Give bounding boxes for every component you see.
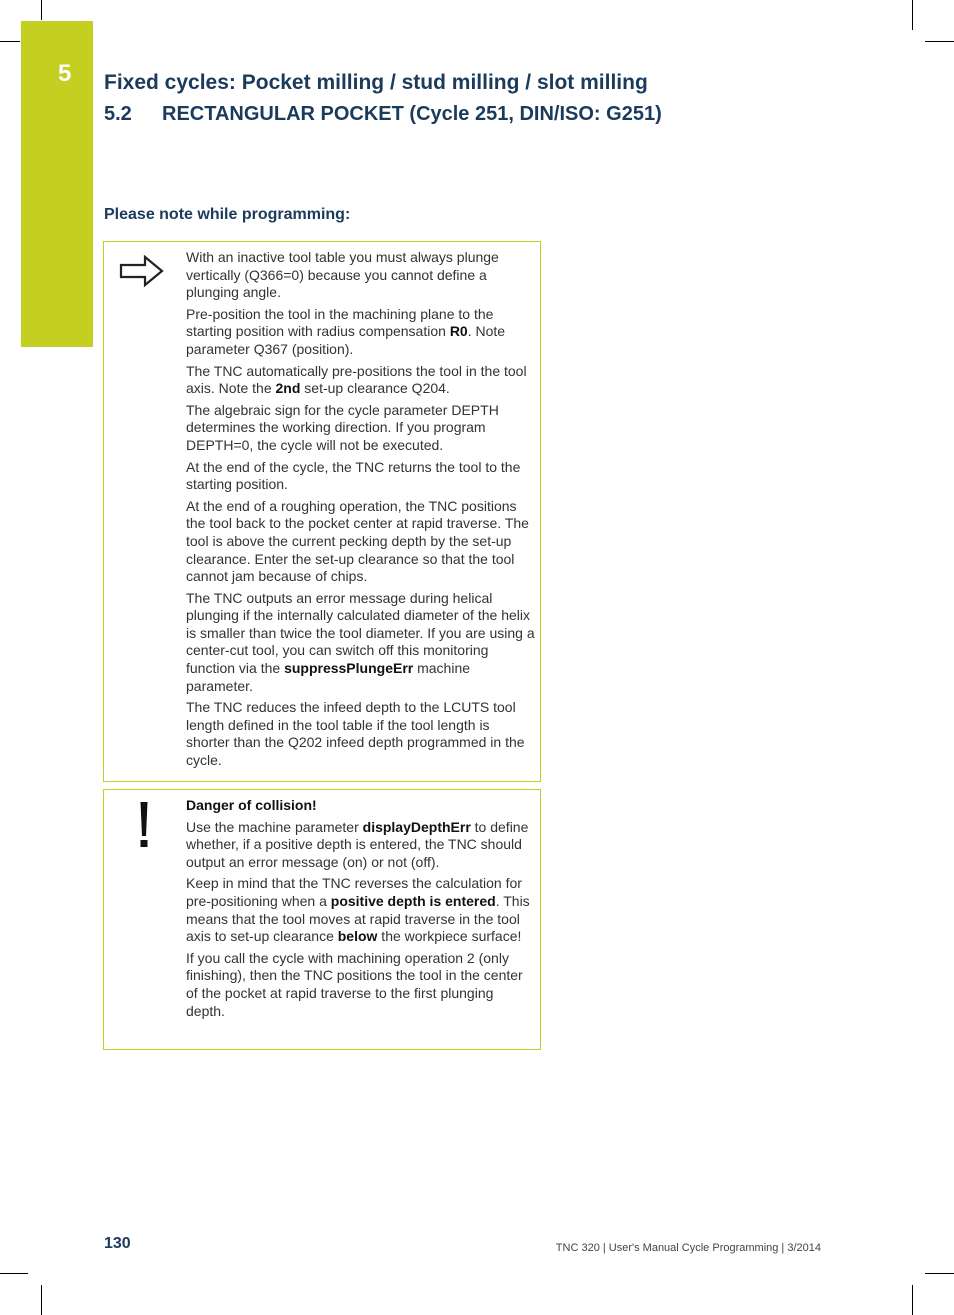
note-paragraph: With an inactive tool table you must always plunge vertically (Q366=0) because you cannot define a plunging angle. bbox=[186, 249, 499, 301]
note-heading: Please note while programming: bbox=[104, 206, 351, 223]
chapter-title: Fixed cycles: Pocket milling / stud milling / slot milling bbox=[104, 71, 648, 94]
note-paragraph: The TNC automatically pre-positions the tool in the tool axis. Note the 2nd set-up clearance Q204. bbox=[186, 362, 527, 397]
crop-mark bbox=[925, 41, 954, 42]
warning-content bbox=[186, 797, 536, 1024]
footer-text: TNC 320 | User's Manual Cycle Programming | 3/2014 bbox=[555, 1242, 821, 1254]
warning-paragraph: If you call the cycle with machining operation 2 (only finishing), then the TNC positions the tool in the center of the pocket at rapid traverse to the first plunging depth. bbox=[186, 949, 523, 1019]
warning-paragraph: Use the machine parameter displayDepthErr to define whether, if a positive depth is entered, the TNC should output an error message (on) or not (off). bbox=[186, 818, 529, 870]
crop-mark bbox=[912, 1285, 913, 1315]
page-number: 130 bbox=[104, 1235, 131, 1252]
warning-heading: Danger of collision! bbox=[186, 797, 317, 813]
note-paragraph: The TNC reduces the infeed depth to the LCUTS tool length defined in the tool table if the tool length is shorter than the Q202 infeed depth programmed in the cycle. bbox=[186, 699, 525, 769]
notes-content bbox=[186, 249, 536, 774]
crop-mark bbox=[0, 1273, 28, 1274]
section-title bbox=[104, 103, 662, 126]
note-paragraph: At the end of the cycle, the TNC returns the tool to the starting position. bbox=[186, 458, 521, 493]
arrow-right-icon bbox=[119, 254, 165, 288]
note-paragraph: The TNC outputs an error message during helical plunging if the internally calculated diameter of the helix is smaller than twice the tool diameter. If you are using a center-cut tool, you can switch off this monitoring function via the suppressPlungeErr machine parameter. bbox=[186, 589, 535, 694]
crop-mark bbox=[912, 0, 913, 30]
section-title-text: RECTANGULAR POCKET (Cycle 251, DIN/ISO: G251) bbox=[162, 103, 662, 125]
note-paragraph: Pre-position the tool in the machining plane to the starting position with radius compensation R0. Note parameter Q367 (position). bbox=[186, 305, 506, 357]
warning-paragraph: Keep in mind that the TNC reverses the calculation for pre-positioning when a positive depth is entered. This means that the tool moves at rapid traverse in the tool axis to set-up clearance below the workpiece surface! bbox=[186, 875, 530, 945]
exclamation-icon bbox=[136, 800, 152, 848]
note-paragraph: At the end of a roughing operation, the TNC positions the tool back to the pocket center at rapid traverse. The tool is above the current pecking depth by the set-up clearance. Enter the set-up clearance so that the tool cannot jam because of chips. bbox=[186, 497, 529, 585]
warning-box bbox=[103, 789, 541, 1050]
crop-mark bbox=[0, 41, 20, 42]
note-paragraph: The algebraic sign for the cycle parameter DEPTH determines the working direction. If you program DEPTH=0, the cycle will not be executed. bbox=[186, 401, 499, 453]
section-number: 5.2 bbox=[104, 103, 132, 125]
crop-mark bbox=[41, 0, 42, 20]
notes-box bbox=[103, 241, 541, 782]
crop-mark bbox=[925, 1273, 954, 1274]
chapter-number: 5 bbox=[58, 60, 72, 87]
crop-mark bbox=[41, 1285, 42, 1315]
